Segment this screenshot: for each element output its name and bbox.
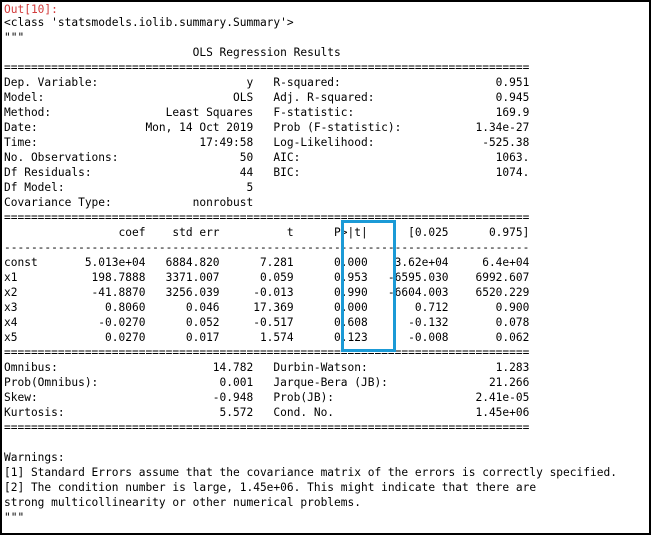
warnings-title: Warnings:: [4, 451, 65, 464]
coef-row: x4 -0.0270 0.052 -0.517 0.608 -0.132 0.078: [4, 316, 530, 329]
coef-row: x5 0.0270 0.017 1.574 0.123 -0.008 0.062: [4, 331, 530, 344]
rule-double: ==============================================================================: [4, 61, 530, 74]
warning-line: [2] The condition number is large, 1.45e+06. This might indicate that there are: [4, 481, 537, 494]
warning-line: [1] Standard Errors assume that the covariance matrix of the errors is correctly specified.: [4, 466, 617, 479]
model-info-row: Date: Mon, 14 Oct 2019 Prob (F-statistic): 1.34e-27: [4, 121, 530, 134]
docstring-close: """: [4, 511, 25, 524]
model-info-row: Model: OLS Adj. R-squared: 0.945: [4, 91, 530, 104]
diagnostic-row: Omnibus: 14.782 Durbin-Watson: 1.283: [4, 361, 530, 374]
model-info-row: Df Residuals: 44 BIC: 1074.: [4, 166, 530, 179]
diagnostic-row: Skew: -0.948 Prob(JB): 2.41e-05: [4, 391, 530, 404]
diagnostic-row: Prob(Omnibus): 0.001 Jarque-Bera (JB): 21.266: [4, 376, 530, 389]
diagnostic-row: Kurtosis: 5.572 Cond. No. 1.45e+06: [4, 406, 530, 419]
coef-row: x3 0.8060 0.046 17.369 0.000 0.712 0.900: [4, 301, 530, 314]
rule-double: ==============================================================================: [4, 346, 530, 359]
rule-double: ==============================================================================: [4, 211, 530, 224]
coef-row: const 5.013e+04 6884.820 7.281 0.000 3.62e+04 6.4e+04: [4, 256, 530, 269]
model-info-row: Dep. Variable: y R-squared: 0.951: [4, 76, 530, 89]
model-info-row: No. Observations: 50 AIC: 1063.: [4, 151, 530, 164]
model-info-row: Df Model: 5: [4, 181, 530, 194]
docstring-open: """: [4, 31, 25, 44]
model-info-row: Time: 17:49:58 Log-Likelihood: -525.38: [4, 136, 530, 149]
coef-row: x1 198.7888 3371.007 0.059 0.953 -6595.030 6992.607: [4, 271, 530, 284]
rule-double: ==============================================================================: [4, 421, 530, 434]
model-info-row: Method: Least Squares F-statistic: 169.9: [4, 106, 530, 119]
class-line: <class 'statsmodels.iolib.summary.Summary'>: [4, 16, 294, 29]
rule-single: ------------------------------------------------------------------------------: [4, 241, 530, 254]
ols-summary-text: [4, 15, 617, 525]
coef-row: x2 -41.8870 3256.039 -0.013 0.990 -6604.003 6520.229: [4, 286, 530, 299]
warning-line: strong multicollinearity or other numerical problems.: [4, 496, 361, 509]
coef-table-header: coef std err t P>|t| [0.025 0.975]: [4, 226, 530, 239]
summary-title: OLS Regression Results: [4, 46, 530, 59]
model-info-row: Covariance Type: nonrobust: [4, 196, 530, 209]
output-prompt: Out[10]:: [4, 3, 58, 16]
